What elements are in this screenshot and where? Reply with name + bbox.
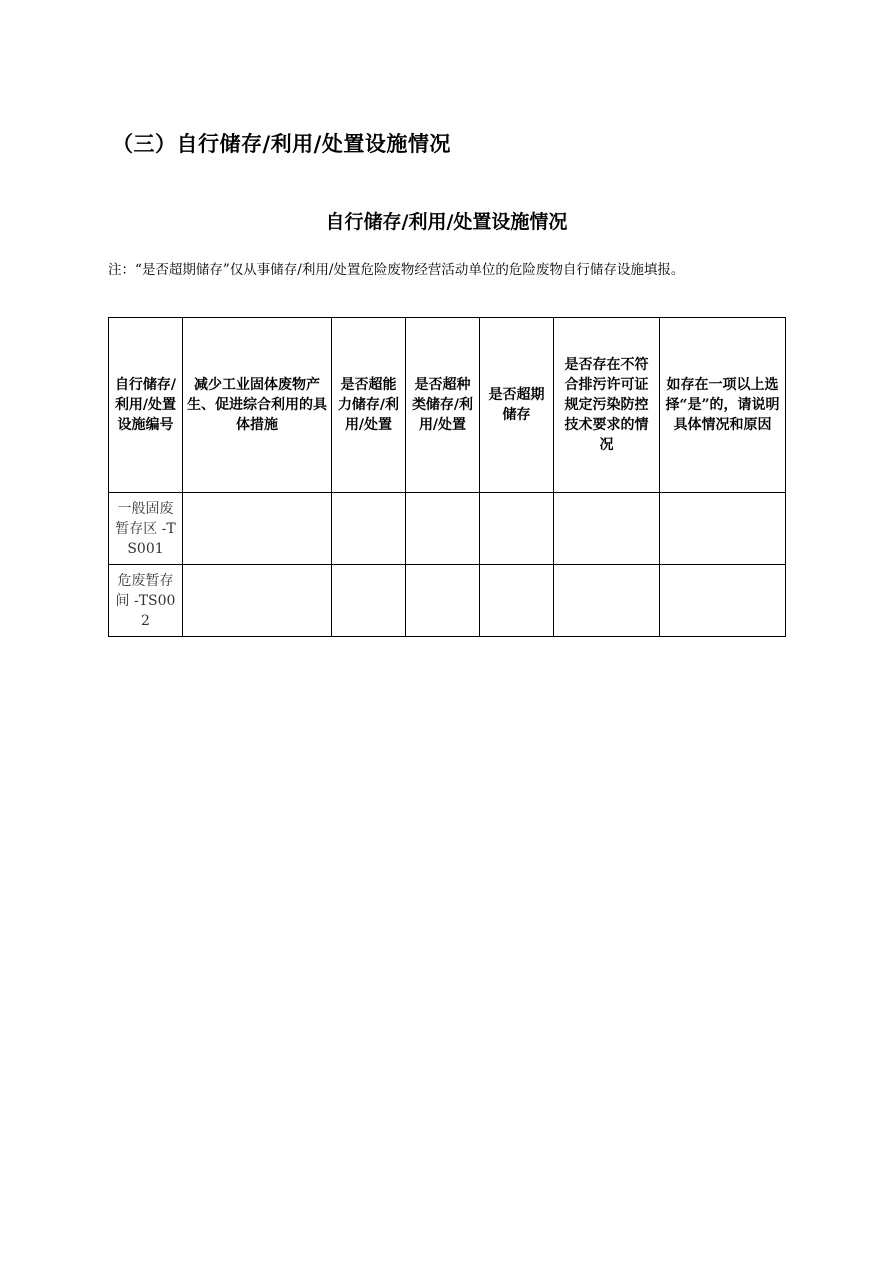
table-cell xyxy=(406,565,480,637)
table-cell xyxy=(554,493,660,565)
header-noncompliance: 是否存在不符合排污许可证规定污染防控技术要求的情况 xyxy=(554,318,660,493)
table-cell xyxy=(660,565,786,637)
facility-table xyxy=(108,317,786,637)
header-over-type: 是否超种类储存/利用/处置 xyxy=(406,318,480,493)
table-cell xyxy=(183,565,332,637)
table-row xyxy=(109,565,786,637)
table-cell xyxy=(480,493,554,565)
table-title: 自行储存/利用/处置设施情况 xyxy=(325,211,568,233)
header-over-capacity: 是否超能力储存/利用/处置 xyxy=(332,318,406,493)
facility-id-cell: 危废暂存间 -TS002 xyxy=(109,565,183,637)
header-over-period: 是否超期储存 xyxy=(480,318,554,493)
header-reduction-measures: 减少工业固体废物产生、促进综合利用的具体措施 xyxy=(183,318,332,493)
table-cell xyxy=(480,565,554,637)
section-heading: （三）自行储存/利用/处置设施情况 xyxy=(112,131,451,156)
table-header-row xyxy=(109,318,786,493)
table-cell xyxy=(554,565,660,637)
table-cell xyxy=(406,493,480,565)
table-cell xyxy=(332,565,406,637)
table-cell xyxy=(332,493,406,565)
header-explanation: 如存在一项以上选择“是”的，请说明具体情况和原因 xyxy=(660,318,786,493)
header-facility-id: 自行储存/利用/处置设施编号 xyxy=(109,318,183,493)
table-row xyxy=(109,493,786,565)
table-note: 注：“是否超期储存”仅从事储存/利用/处置危险废物经营活动单位的危险废物自行储存设施填报。 xyxy=(108,262,685,278)
table-cell xyxy=(183,493,332,565)
table-cell xyxy=(660,493,786,565)
facility-id-cell: 一般固废暂存区 -TS001 xyxy=(109,493,183,565)
